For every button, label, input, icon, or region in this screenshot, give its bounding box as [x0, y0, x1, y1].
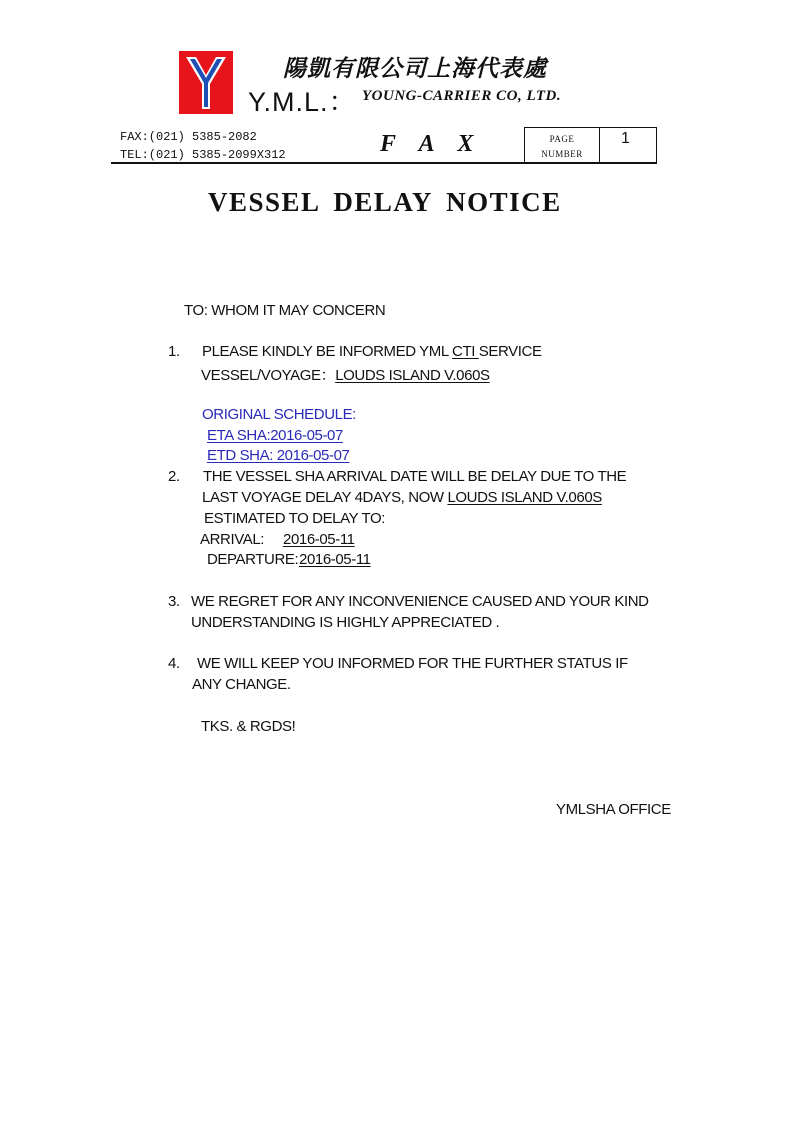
page-box-divider: [599, 128, 600, 163]
item-1-line-1: PLEASE KINDLY BE INFORMED YML CTI SERVICE: [202, 343, 542, 360]
item-1-line-2: VESSEL/VOYAGE：LOUDS ISLAND V.060S: [201, 367, 490, 384]
item-3-number: 3.: [168, 593, 180, 610]
arrival-date: 2016-05-11: [283, 531, 355, 548]
vessel-voyage: LOUDS ISLAND V.060S: [335, 367, 490, 384]
document-type: F A X: [380, 131, 483, 157]
header-divider: [111, 162, 657, 164]
item-2-number: 2.: [168, 468, 180, 485]
item-4-number: 4.: [168, 655, 180, 672]
item-2-line-3: ESTIMATED TO DELAY TO:: [204, 510, 385, 527]
item-3-line-1: WE REGRET FOR ANY INCONVENIENCE CAUSED AND YOUR KIND: [191, 593, 649, 610]
signature: YMLSHA OFFICE: [556, 801, 671, 818]
fax-number: FAX:(021) 5385-2082: [120, 130, 257, 144]
item-2-line-1: THE VESSEL SHA ARRIVAL DATE WILL BE DELAY DUE TO THE: [203, 468, 627, 485]
page-number-box: [524, 127, 657, 163]
departure-label: DEPARTURE:: [207, 551, 299, 568]
company-name-chinese: 陽凱有限公司上海代表處: [283, 55, 547, 82]
recipient-line: TO: WHOM IT MAY CONCERN: [184, 302, 386, 319]
item-4-line-1: WE WILL KEEP YOU INFORMED FOR THE FURTHER STATUS IF: [197, 655, 628, 672]
closing-greeting: TKS. & RGDS!: [201, 718, 296, 735]
company-name-english: YOUNG-CARRIER CO, LTD.: [362, 88, 562, 104]
company-logo: [179, 51, 233, 114]
item-4-line-2: ANY CHANGE.: [192, 676, 291, 693]
tel-number: TEL:(021) 5385-2099X312: [120, 148, 286, 162]
vessel-voyage-2: LOUDS ISLAND V.060S: [447, 489, 602, 506]
item-1-number: 1.: [168, 343, 180, 360]
service-name: CTI: [452, 343, 479, 360]
item-2-line-2: LAST VOYAGE DELAY 4DAYS, NOW LOUDS ISLAND V.060S: [202, 489, 602, 506]
original-schedule-heading: ORIGINAL SCHEDULE:: [202, 406, 356, 423]
departure-date: 2016-05-11: [299, 551, 371, 568]
page-number-label: PAGE NUMBER: [541, 134, 583, 159]
original-etd: ETD SHA: 2016-05-07: [207, 447, 350, 464]
arrival-label: ARRIVAL:: [200, 531, 265, 548]
company-abbreviation: Y.M.L.：: [248, 87, 357, 117]
page-number-value: 1: [621, 130, 630, 147]
original-eta: ETA SHA:2016-05-07: [207, 427, 343, 444]
item-3-line-2: UNDERSTANDING IS HIGHLY APPRECIATED .: [191, 614, 500, 631]
notice-title: VESSEL DELAY NOTICE: [208, 187, 562, 217]
